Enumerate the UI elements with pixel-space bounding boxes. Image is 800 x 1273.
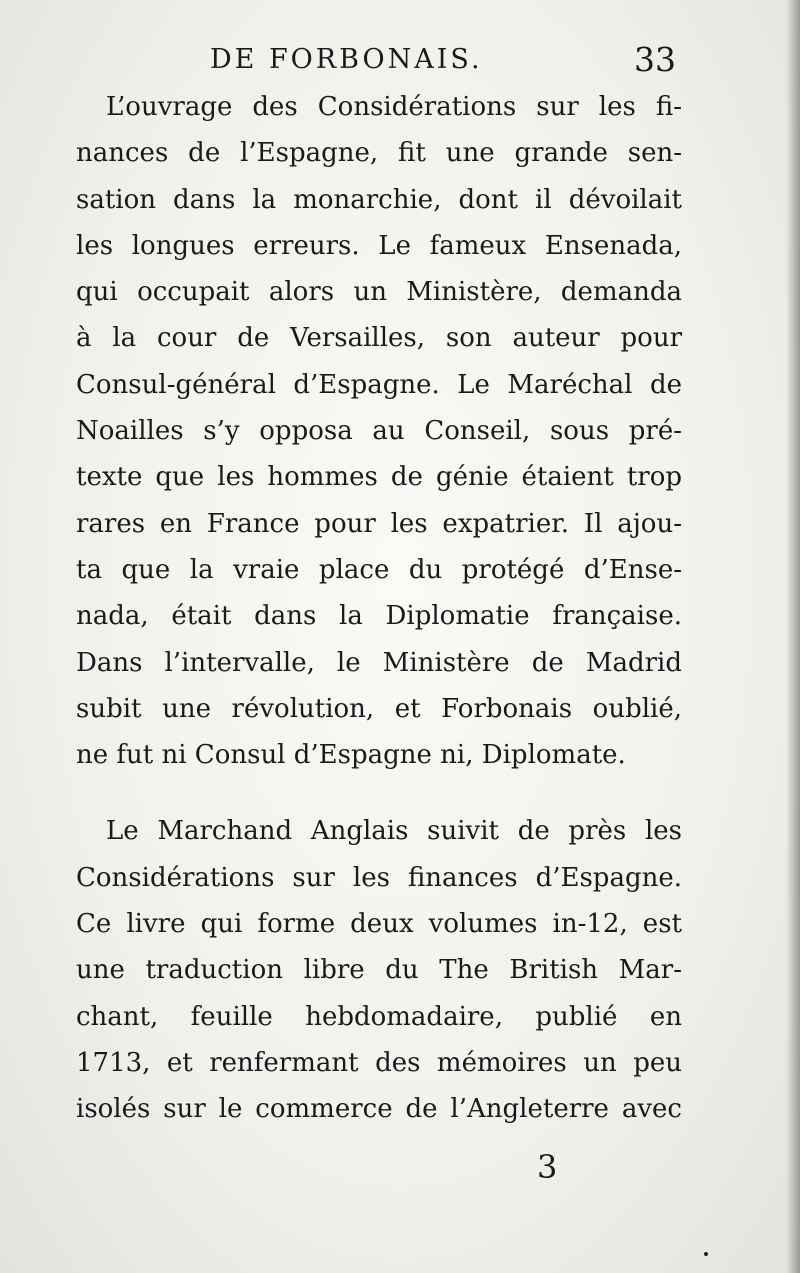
text-line: chant, feuille hebdomadaire, publié en bbox=[76, 1001, 682, 1032]
text-line: Consul-général d’Espagne. Le Maréchal de bbox=[76, 369, 682, 400]
text-line: Dans l’intervalle, le Ministère de Madrid bbox=[76, 647, 682, 678]
ink-speck bbox=[704, 1252, 708, 1256]
text-line: les longues erreurs. Le fameux Ensenada, bbox=[76, 230, 682, 261]
paragraph-2 bbox=[76, 808, 682, 1132]
text-line: texte que les hommes de génie étaient trop bbox=[76, 462, 682, 493]
text-line: qui occupait alors un Ministère, demanda bbox=[76, 277, 682, 308]
text-line: à la cour de Versailles, son auteur pour bbox=[76, 323, 682, 354]
page-number: 33 bbox=[634, 40, 676, 79]
paragraph-gap bbox=[76, 778, 682, 808]
text-line: ta que la vraie place du protégé d’Ense- bbox=[76, 554, 682, 585]
text-line: rares en France pour les expatrier. Il ajou- bbox=[76, 508, 682, 539]
page-edge-shadow bbox=[786, 0, 800, 1273]
text-line: sation dans la monarchie, dont il dévoilait bbox=[76, 184, 682, 215]
text-line: Noailles s’y opposa au Conseil, sous pré- bbox=[76, 416, 682, 447]
text-line: ne fut ni Consul d’Espagne ni, Diplomate. bbox=[76, 740, 626, 771]
body-text bbox=[76, 84, 682, 1133]
text-line: nances de l’Espagne, fit une grande sen- bbox=[76, 138, 682, 169]
page-header bbox=[210, 40, 680, 84]
text-line: nada, était dans la Diplomatie française. bbox=[76, 601, 682, 632]
text-line: isolés sur le commerce de l’Angleterre avec bbox=[76, 1094, 682, 1125]
text-line: subit une révolution, et Forbonais oublié, bbox=[76, 693, 682, 724]
signature-mark: 3 bbox=[537, 1148, 558, 1186]
text-line: L’ouvrage des Considérations sur les fi- bbox=[106, 92, 682, 122]
text-line: Le Marchand Anglais suivit de près les bbox=[106, 816, 682, 847]
text-line: 1713, et renfermant des mémoires un peu bbox=[76, 1047, 682, 1078]
text-line: une traduction libre du The British Mar- bbox=[76, 955, 682, 986]
text-line: Ce livre qui forme deux volumes in-12, est bbox=[76, 909, 682, 940]
paragraph-1 bbox=[76, 84, 682, 778]
text-line: Considérations sur les finances d’Espagne. bbox=[76, 862, 682, 893]
running-head: DE FORBONAIS. bbox=[210, 44, 483, 75]
